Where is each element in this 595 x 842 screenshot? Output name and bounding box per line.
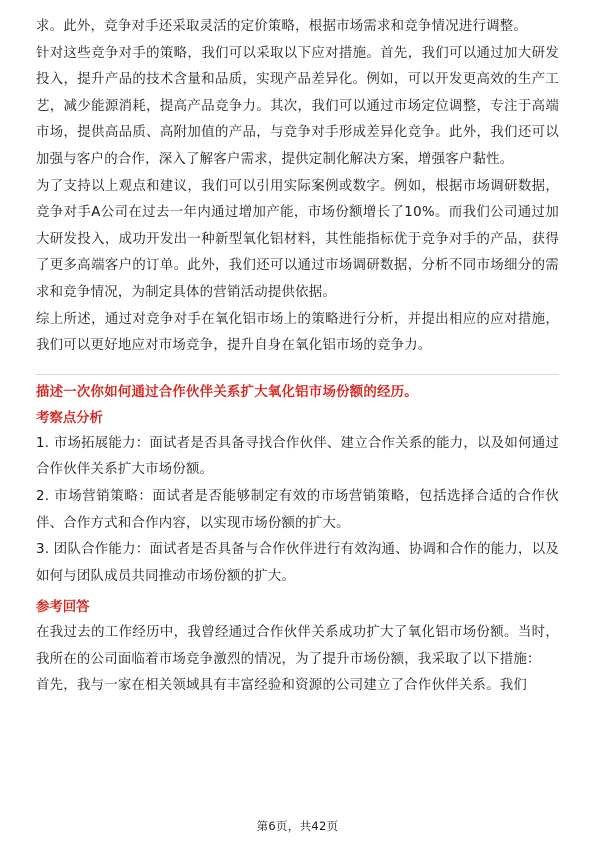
- analysis-item-2: 2. 市场营销策略：面试者是否能够制定有效的市场营销策略，包括选择合适的合作伙伴、合作方式和合作内容，以实现市场份额的扩大。: [36, 488, 559, 531]
- analysis-heading: 考察点分析: [36, 410, 103, 426]
- answer-paragraph-2: 首先，我与一家在相关领域具有丰富经验和资源的公司建立了合作伙伴关系。我们: [36, 678, 528, 694]
- answer-heading: 参考回答: [36, 600, 90, 616]
- intro-paragraph-4: 综上所述，通过对竞争对手在氧化铝市场上的策略进行分析，并提出相应的应对措施，我们可以更好地应对市场竞争，提升自身在氧化铝市场的竞争力。: [36, 311, 559, 354]
- analysis-item-1: 1. 市场拓展能力：面试者是否具备寻找合作伙伴、建立合作关系的能力，以及如何通过合作伙伴关系扩大市场份额。: [36, 435, 559, 478]
- page-content: [36, 14, 559, 700]
- page-number-footer: 第6页，共42页: [256, 819, 339, 833]
- intro-paragraph-2: 针对这些竞争对手的策略，我们可以采取以下应对措施。首先，我们可以通过加大研发投入，提升产品的技术含量和品质，实现产品差异化。例如，可以开发更高效的生产工艺，减少能源消耗，提高产品竞争力。其次，我们可以通过市场定位调整，专注于高端市场，提供高品质、高附加值的产品，与竞争对手形成差异化竞争。此外，我们还可以加强与客户的合作，深入了解客户需求，提供定制化解决方案，增强客户黏性。: [36, 45, 559, 167]
- intro-paragraph-1: 求。此外，竞争对手还采取灵活的定价策略，根据市场需求和竞争情况进行调整。: [36, 19, 528, 34]
- interview-question: 描述一次你如何通过合作伙伴关系扩大氧化铝市场份额的经历。: [36, 384, 418, 400]
- intro-paragraph-3: 为了支持以上观点和建议，我们可以引用实际案例或数字。例如，根据市场调研数据，竞争对手A公司在过去一年内通过增加产能，市场份额增长了10%。而我们公司通过加大研发投入，成功开发出一种新型氧化铝材料，其性能指标优于竞争对手的产品，获得了更多高端客户的订单。此外，我们还可以通过市场调研数据，分析不同市场细分的需求和竞争情况，为制定具体的营销活动提供依据。: [36, 178, 559, 300]
- analysis-item-3: 3. 团队合作能力：面试者是否具备与合作伙伴进行有效沟通、协调和合作的能力，以及如何与团队成员共同推动市场份额的扩大。: [36, 542, 559, 584]
- answer-paragraph-1: 在我过去的工作经历中，我曾经通过合作伙伴关系成功扩大了氧化铝市场份额。当时，我所在的公司面临着市场竞争激烈的情况，为了提升市场份额，我采取了以下措施：: [36, 625, 559, 667]
- section-divider: [36, 374, 559, 375]
